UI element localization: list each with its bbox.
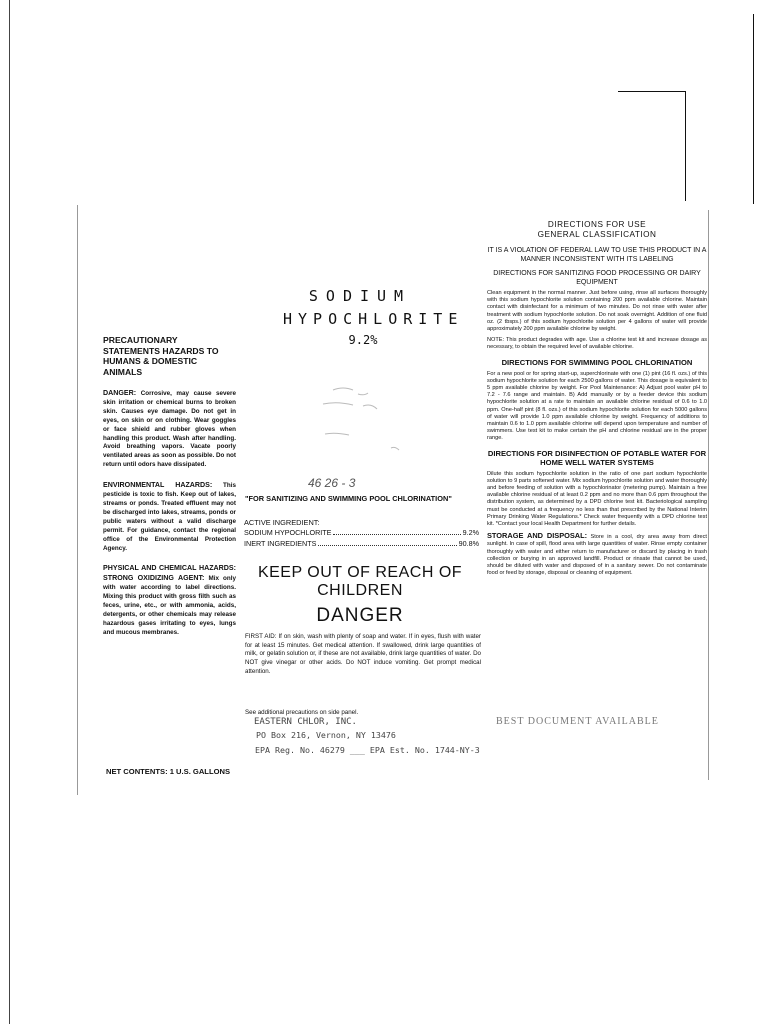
precautionary-heading: PRECAUTIONARY STATEMENTS HAZARDS TO HUMANS & DOMESTIC ANIMALS	[103, 335, 219, 377]
scan-edge-mark-left-inner	[77, 205, 78, 795]
scan-edge-mark-left	[9, 0, 10, 1024]
ingredient-name: INERT INGREDIENTS	[244, 539, 317, 548]
net-contents: NET CONTENTS: 1 U.S. GALLONS	[106, 767, 231, 776]
ingredient-value: 90.8%	[458, 539, 479, 548]
handwritten-number: 46 26 - 3	[308, 476, 356, 490]
sanitizing-heading: DIRECTIONS FOR SANITIZING FOOD PROCESSING OR DAIRY EQUIPMENT	[493, 270, 701, 286]
precautionary-column	[103, 335, 236, 649]
directions-column	[487, 220, 707, 582]
ingredient-value: 9.2%	[462, 528, 479, 537]
well-water-heading: DIRECTIONS FOR DISINFECTION OF POTABLE WATER FOR HOME WELL WATER SYSTEMS	[487, 448, 707, 467]
danger-lead: DANGER:	[103, 389, 137, 397]
company-name: EASTERN CHLOR, INC.	[254, 717, 357, 727]
leader-dots	[333, 528, 460, 535]
leader-dots	[318, 539, 456, 546]
scan-edge-mark-top-right	[618, 91, 686, 92]
scan-edge-mark-right-inner	[708, 210, 709, 780]
physical-section	[103, 564, 236, 637]
product-percent: 9.2%	[348, 333, 378, 347]
ingredient-name: SODIUM HYPOCHLORITE	[244, 528, 332, 537]
ingredient-row	[244, 528, 479, 537]
general-classification: GENERAL CLASSIFICATION	[537, 230, 657, 239]
product-title-line1: SODIUM	[308, 287, 412, 305]
physical-text: Mix only with water according to label directions. Mixing this product with gross filth such as feces, urine, etc., or with ammonia, acids, detergents, or other chemicals may release hazardous gases irritating to eyes, lungs and mucous membranes.	[103, 575, 236, 636]
product-title-line2: HYPOCHLORITE	[283, 310, 464, 328]
storage-heading: STORAGE AND DISPOSAL:	[487, 531, 588, 541]
best-document-stamp: BEST DOCUMENT AVAILABLE	[496, 716, 659, 727]
storage-section	[487, 532, 707, 577]
pool-heading: DIRECTIONS FOR SWIMMING POOL CHLORINATION	[501, 357, 693, 367]
federal-law-warning: IT IS A VIOLATION OF FEDERAL LAW TO USE THIS PRODUCT IN A MANNER INCONSISTENT WITH ITS LABELING	[487, 247, 707, 263]
company-address: PO Box 216, Vernon, NY 13476	[256, 730, 396, 740]
faint-smudge	[303, 382, 413, 452]
storage-text: Store in a cool, dry area away from direct sunlight. In case of spill, flood area with large quantities of water. Rinse empty container thoroughly with water and either return to manufacturer or discard by placing in trash collection or burying in an approved landfill. Product or rinsate that cannot be used, should be diluted with water and disposed of in a sanitary sewer. Do not contaminate food or feed by storage, disposal or cleaning of equipment.	[487, 534, 707, 577]
note-text: NOTE: This product degrades with age. Use a chlorine test kit and increase dosage as necessary, to obtain the required level of available chlorine.	[487, 337, 707, 351]
ingredient-row	[244, 539, 479, 548]
keep-out-warning: KEEP OUT OF REACH OF CHILDREN	[257, 564, 463, 599]
epa-registration: EPA Reg. No. 46279 ___ EPA Est. No. 1744-NY-3	[255, 745, 480, 755]
physical-lead: PHYSICAL AND CHEMICAL HAZARDS: STRONG OXIDIZING AGENT:	[103, 564, 236, 583]
environmental-text: This pesticide is toxic to fish. Keep out of lakes, streams or ponds. Treated effluent may not be discharged into lakes, streams, ponds or public waters without a valid discharge permit. For guidance, contact the regional office of the Environmental Protection Agency.	[103, 482, 236, 552]
danger-text: Corrosive, may cause severe skin irritation or chemical burns to broken skin. Causes eye damage. Do not get in eyes, on skin or on clothing. Wear goggles or face shield and rubber gloves when handling this product. Wash after handling. Avoid breathing vapors. Vacate poorly ventilated areas as soon as possible. Do not return until odors have dissipated.	[103, 390, 236, 469]
environmental-section	[103, 481, 236, 553]
well-water-text: Dilute this sodium hypochlorite solution in the ratio of one part sodium hypochlorite solution to 9 parts softened water. Mix sodium hypochlorite solution and water thoroughly and before feeding of solution with a hypochlorinator (metering pump). Maintain a free available chlorine residual of at least 0.2 ppm and no more than 0.6 ppm throughout the distribution system, as determined by a DPD chlorine test kit. Bacteriological sampling must be conducted at a frequency no less than that prescribed by the National Interim Primary Drinking Water Regulations.* Check water frequently with a DPD chlorine test kit. *Contact your local Health Department for further details.	[487, 470, 707, 528]
scan-edge-mark-right-2	[685, 91, 686, 201]
sanitizing-text: Clean equipment in the normal manner. Just before using, rinse all surfaces thoroughly with this sodium hypochlorite solution containing 200 ppm available chlorine. Maintain contact with disinfectant for a minimum of two minutes. Do not rinse with water after treatment with sodium hypochlorite solution. Do not soak overnight. Addition of one fluid oz. (2 tbsps.) of this sodium hypochlorite solution per 4 gallons of water will provide approximately 200 ppm available chlorine by weight.	[487, 290, 707, 333]
environmental-lead: ENVIRONMENTAL HAZARDS:	[103, 481, 213, 490]
directions-title: DIRECTIONS FOR USE	[547, 220, 647, 229]
active-ingredient-heading: ACTIVE INGREDIENT:	[244, 518, 320, 527]
see-side-panel: See additional precautions on side panel.	[245, 709, 359, 716]
use-statement: "FOR SANITIZING AND SWIMMING POOL CHLORINATION"	[245, 494, 452, 503]
danger-section	[103, 389, 236, 470]
scan-edge-mark-right	[753, 14, 754, 204]
first-aid-text: FIRST AID: If on skin, wash with plenty of soap and water. If in eyes, flush with water for at least 15 minutes. Get medical attention. If swallowed, drink large quantities of milk, or gelatin solution or, if these are not available, drink large quantities of water. Do NOT give vinegar or other acids. Do NOT induce vomiting. Get prompt medical attention.	[245, 633, 481, 675]
pool-text: For a new pool or for spring start-up, superchlorinate with one (1) pint (16 fl. ozs.) of this sodium hypochlorite solution for each 2500 gallons of water. This dosage is equivalent to 5 ppm available chlorine by weight. For Pool Maintenance: A) Adjust pool water pH to 7.2 - 7.6 range and maintain. B) Add manually or by a feeder device this sodium hypochlorite solution at a rate to maintain an available chlorine residual of 0.6 to 1.0 ppm. One-half pint (8 fl. ozs.) of this sodium hypochlorite solution for each 5000 gallons of water will provide 1.0 ppm available chlorine by weight. Frequency of additions to maintain 0.6 to 1.0 ppm available chlorine will depend upon temperature and number of swimmers. Use test kit to make certain the pH and chlorine residual are in the proper range.	[487, 370, 707, 442]
danger-signal-word: DANGER	[316, 605, 404, 626]
